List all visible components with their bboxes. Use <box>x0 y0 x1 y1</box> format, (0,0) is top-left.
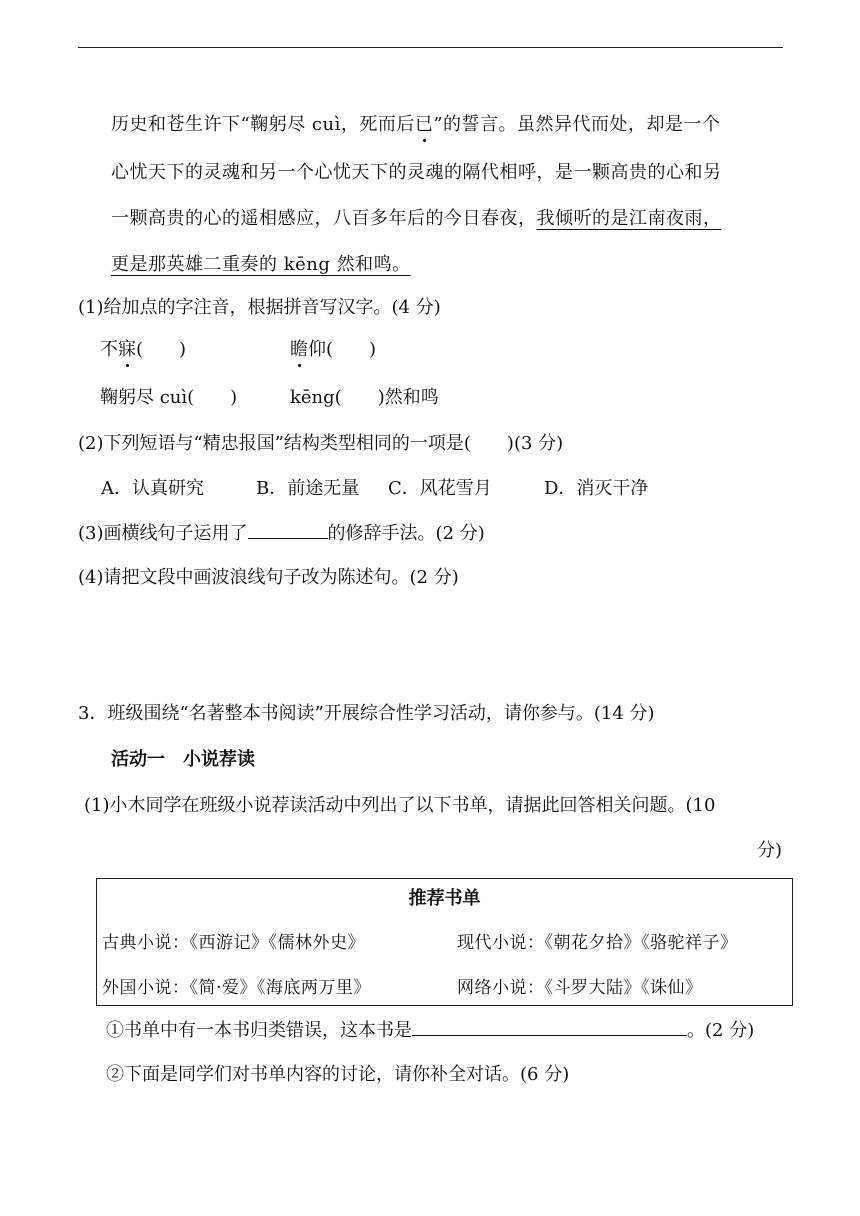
question-3-stem: (3)画横线句子运用了 的修辞手法。(2 分) <box>78 523 485 544</box>
q2-option-d: D．消灭干净 <box>544 478 649 499</box>
booklist-row-1: 古典小说：《西游记》《儒林外史》 现代小说：《朝花夕拾》《骆驼祥子》 <box>102 933 738 953</box>
question-4-stem: (4)请把文段中画波浪线句子改为陈述句。(2 分) <box>78 567 459 588</box>
q1-item-b: 瞻仰( ) <box>290 339 377 360</box>
sub-question-1-stem-cont: 分) <box>757 840 783 861</box>
dotted-char: 已 <box>414 114 434 135</box>
q2-option-a: A．认真研究 <box>101 478 204 499</box>
header-rule <box>78 47 783 48</box>
sub-question-1-stem: (1)小木同学在班级小说荐读活动中列出了以下书单，请据此回答相关问题。(10 <box>84 795 716 816</box>
booklist-question-2: ②下面是同学们对书单内容的讨论，请你补全对话。(6 分) <box>106 1064 570 1085</box>
passage-line-4 <box>111 254 411 276</box>
q1-item-a: 不寐( ) <box>100 339 187 360</box>
q1-item-d: kēng( )然和鸣 <box>290 387 439 408</box>
underlined-sentence-end: 更是那英雄二重奏的 kēng 然和鸣。 <box>111 254 411 275</box>
answer-blank[interactable] <box>248 522 328 539</box>
question-1-stem: (1)给加点的字注音，根据拼音写汉字。(4 分) <box>78 297 441 318</box>
booklist-row-2: 外国小说：《简·爱》《海底两万里》 网络小说：《斗罗大陆》《诛仙》 <box>102 978 703 998</box>
question-2-stem: (2)下列短语与“精忠报国”结构类型相同的一项是( )(3 分) <box>78 433 564 454</box>
q2-option-c: C．风花雪月 <box>388 478 492 499</box>
q1-item-c: 鞠躬尽 cuì( ) <box>100 387 238 408</box>
passage-line-2: 心忧天下的灵魂和另一个心忧天下的灵魂的隔代相呼，是一颗高贵的心和另 <box>111 162 722 183</box>
section-3-title: 3．班级围绕“名著整本书阅读”开展综合性学习活动，请你参与。(14 分) <box>78 703 655 724</box>
passage-line-3: 一颗高贵的心的遥相感应，八百多年后的今日春夜，我倾听的是江南夜雨， <box>111 208 722 229</box>
booklist-question-1: ①书单中有一本书归类错误，这本书是 。(2 分) <box>106 1020 755 1041</box>
answer-blank[interactable] <box>412 1019 687 1036</box>
passage-line-1: 历史和苍生许下“鞠躬尽 cuì，死而后已”的誓言。虽然异代而处，却是一个 <box>111 114 721 135</box>
q2-option-b: B．前途无量 <box>256 478 360 499</box>
activity-heading: 活动一 小说荐读 <box>111 749 255 770</box>
booklist-title: 推荐书单 <box>408 888 481 909</box>
underlined-sentence: 我倾听的是江南夜雨， <box>536 208 722 229</box>
booklist-box <box>96 878 793 1006</box>
